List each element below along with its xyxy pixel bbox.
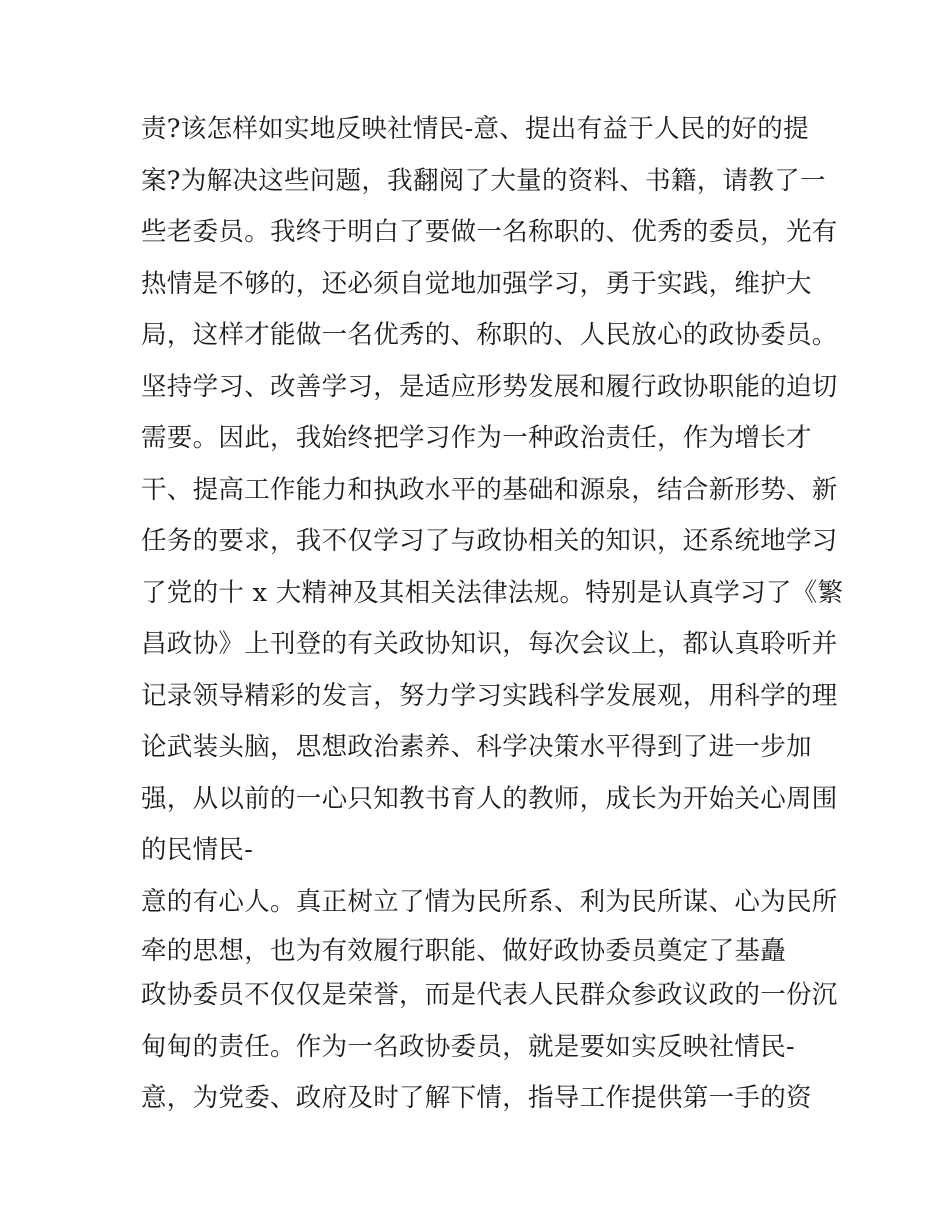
text-line: 任务的要求，我不仅学习了与政协相关的知识，还系统地学习 xyxy=(141,526,838,556)
text-line: 政协委员不仅仅是荣誉，而是代表人民群众参政议政的一份沉 xyxy=(141,980,838,1010)
text-line: 了党的十 x 大精神及其相关法律法规。特别是认真学习了《繁 xyxy=(141,577,844,608)
text-line: 需要。因此，我始终把学习作为一种政治责任，作为增长才 xyxy=(141,423,812,453)
text-line: 些老委员。我终于明白了要做一名称职的、优秀的委员，光有 xyxy=(141,217,838,247)
text-line: 的民情民- xyxy=(141,835,254,865)
text-line: 意的有心人。真正树立了情为民所系、利为民所谋、心为民所 xyxy=(141,886,838,917)
text-line: 强，从以前的一心只知教书育人的教师，成长为开始关心周围 xyxy=(141,783,838,814)
text-line: 干、提高工作能力和执政水平的基础和源泉，结合新形势、新 xyxy=(141,474,838,505)
text-line: 牵的思想，也为有效履行职能、做好政协委员奠定了基矗 xyxy=(141,936,787,966)
body-text xyxy=(141,106,844,1127)
text-line: 论武装头脑，思想政治素养、科学决策水平得到了进一步加 xyxy=(141,732,812,762)
text-line: 责?该怎样如实地反映社情民-意、提出有益于人民的好的提 xyxy=(141,114,809,144)
text-line: 甸甸的责任。作为一名政协委员，就是要如实反映社情民- xyxy=(141,1031,795,1062)
text-line: 热情是不够的，还必须自觉地加强学习，勇于实践，维护大 xyxy=(141,268,812,299)
text-line: 案?为解决这些问题，我翻阅了大量的资料、书籍，请教了一 xyxy=(141,165,826,196)
text-line: 昌政协》上刊登的有关政协知识，每次会议上，都认真聆听并 xyxy=(141,629,838,659)
text-line: 局，这样才能做一名优秀的、称职的、人民放心的政协委员。 xyxy=(141,320,838,350)
text-line: 记录领导精彩的发言，努力学习实践科学发展观，用科学的理 xyxy=(141,680,838,711)
text-line: 意，为党委、政府及时了解下情，指导工作提供第一手的资 xyxy=(141,1083,812,1113)
text-line: 坚持学习、改善学习，是适应形势发展和履行政协职能的迫切 xyxy=(141,371,838,402)
